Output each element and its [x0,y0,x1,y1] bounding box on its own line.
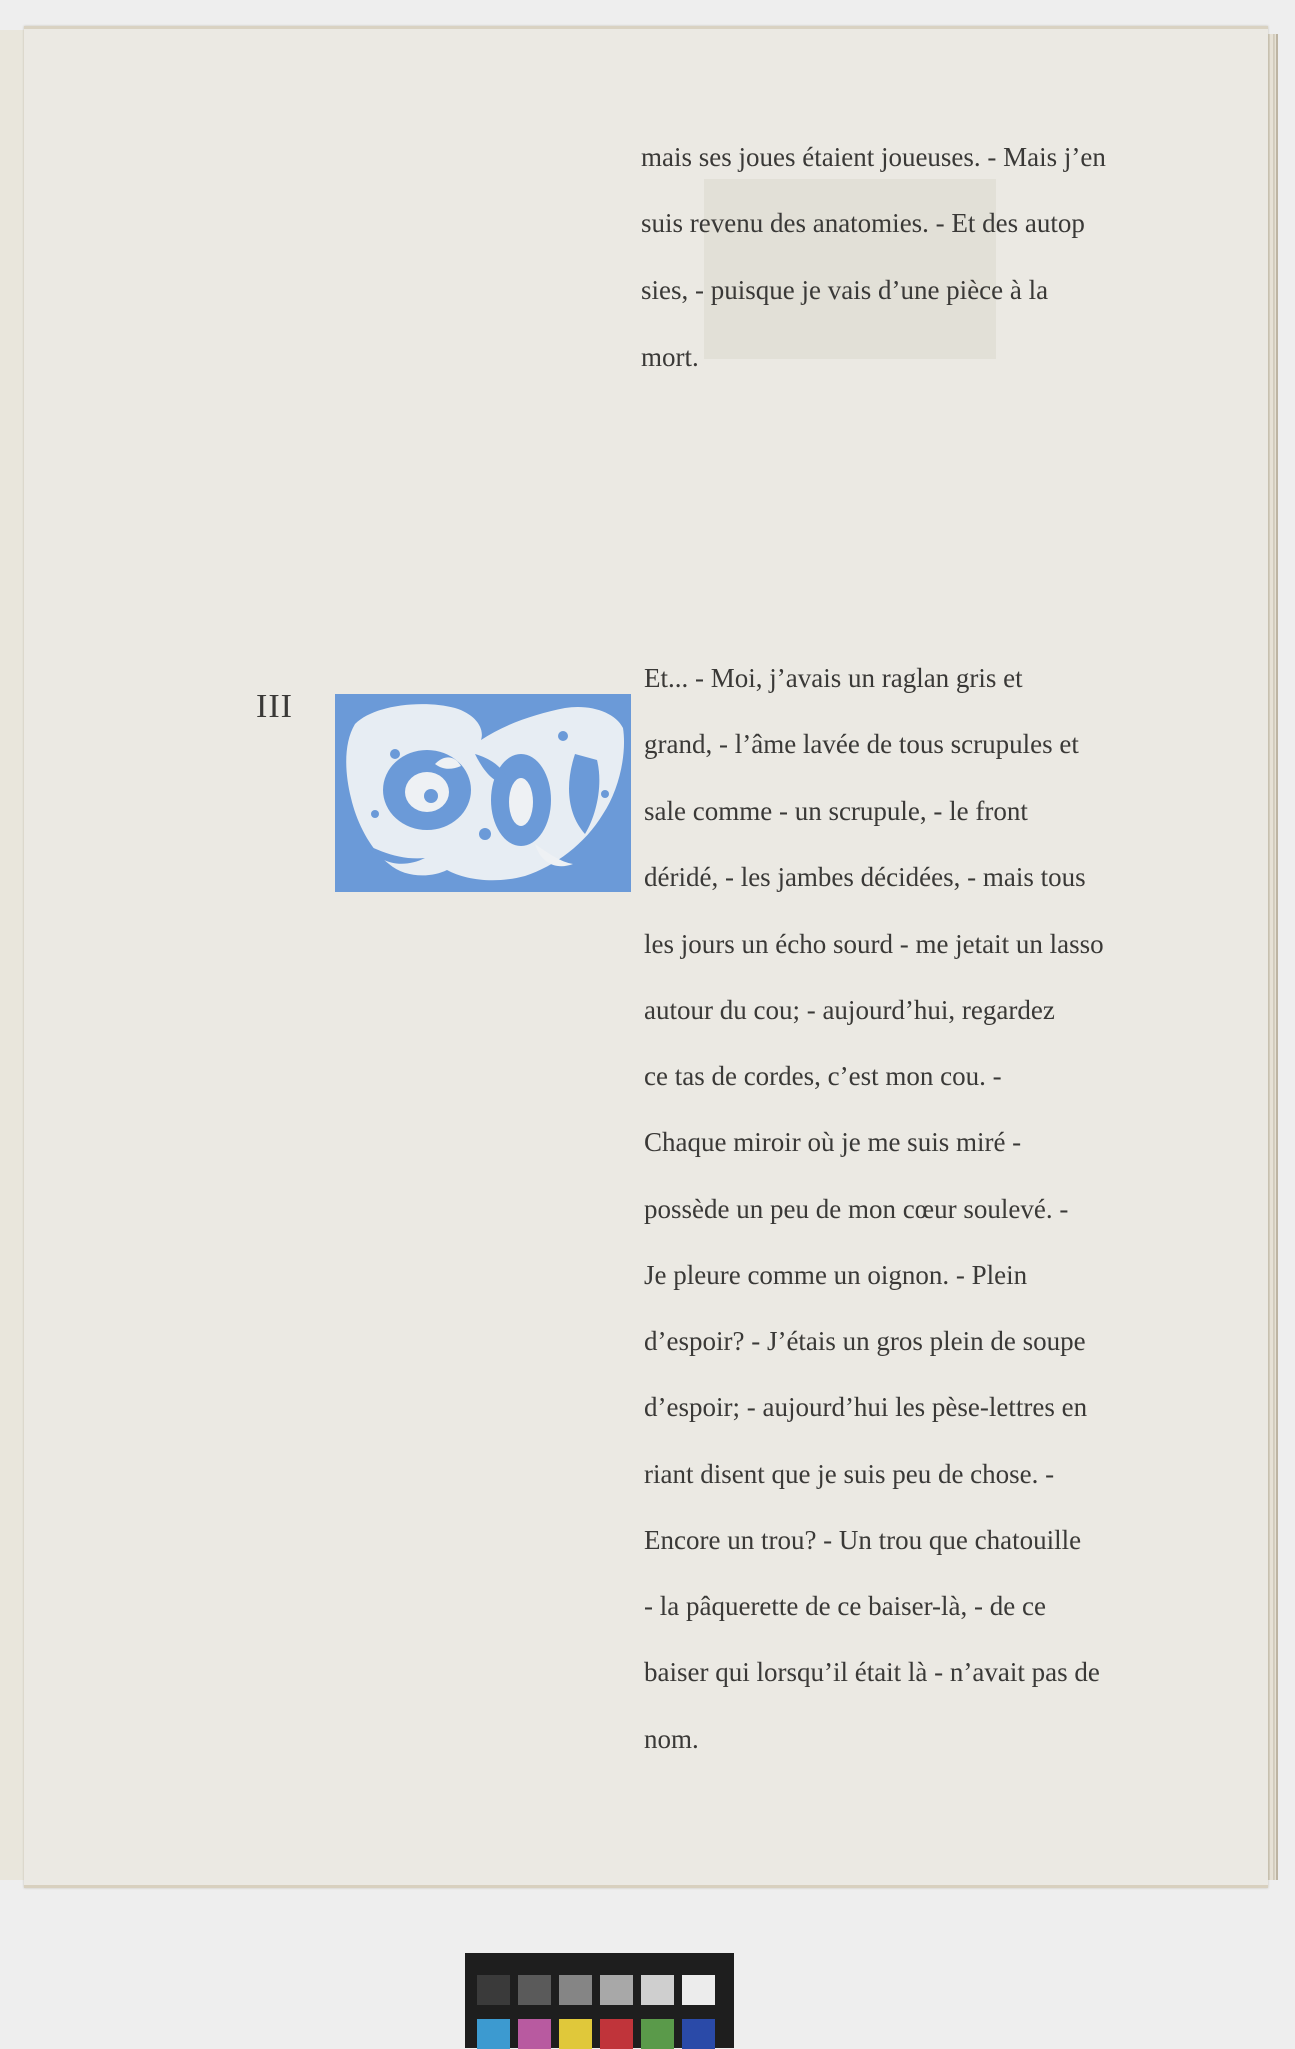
section-number: III [256,688,293,725]
color-swatch [477,2019,510,2049]
text-line: Je pleure comme un oignon. - Plein [644,1260,1028,1290]
right-page [24,26,1268,1888]
text-line: baiser qui lorsqu’il était là - n’avait pas de [644,1657,1100,1687]
blue-print-illustration [335,694,631,892]
text-line: Et... - Moi, j’avais un raglan gris et [644,663,1023,693]
gray-swatch [641,1975,674,2005]
text-line: d’espoir? - J’étais un gros plein de soupe [644,1326,1086,1356]
show-through-ghost [704,179,996,359]
text-line: autour du cou; - aujourd’hui, regardez [644,995,1055,1025]
text-line: Chaque miroir où je me suis miré - [644,1127,1022,1157]
text-line: d’espoir; - aujourd’hui les pèse-lettres en [644,1392,1088,1422]
text-line: - la pâquerette de ce baiser-là, - de ce [644,1591,1046,1621]
text-line: sale comme - un scrupule, - le front [644,796,1028,826]
text-line: déridé, - les jambes décidées, - mais tous [644,862,1086,892]
text-line: sies, - puisque je vais d’une pièce à la [641,275,1049,305]
text-line: mais ses joues étaient joueuses. - Mais j’en [641,142,1106,172]
gray-swatch [559,1975,592,2005]
color-swatch [559,2019,592,2049]
gray-swatch [682,1975,715,2005]
text-line: riant disent que je suis peu de chose. - [644,1459,1055,1489]
gray-swatch [518,1975,551,2005]
color-swatch [641,2019,674,2049]
text-line: grand, - l’âme lavée de tous scrupules et [644,729,1079,759]
text-line: mort. [641,342,699,372]
text-line: les jours un écho sourd - me jetait un lasso [644,929,1104,959]
abstract-figure-icon [335,694,631,892]
text-line: ce tas de cordes, c’est mon cou. - [644,1061,1002,1091]
color-swatch [682,2019,715,2049]
text-line: suis revenu des anatomies. - Et des autop [641,208,1085,238]
text-line: Encore un trou? - Un trou que chatouille [644,1525,1082,1555]
gray-swatch [600,1975,633,2005]
gray-swatch [477,1975,510,2005]
color-swatch [518,2019,551,2049]
color-swatch [600,2019,633,2049]
text-line: possède un peu de mon cœur soulevé. - [644,1194,1069,1224]
left-page-edge [0,30,27,1880]
text-line: nom. [644,1724,699,1754]
color-checker-card [465,1953,734,2048]
